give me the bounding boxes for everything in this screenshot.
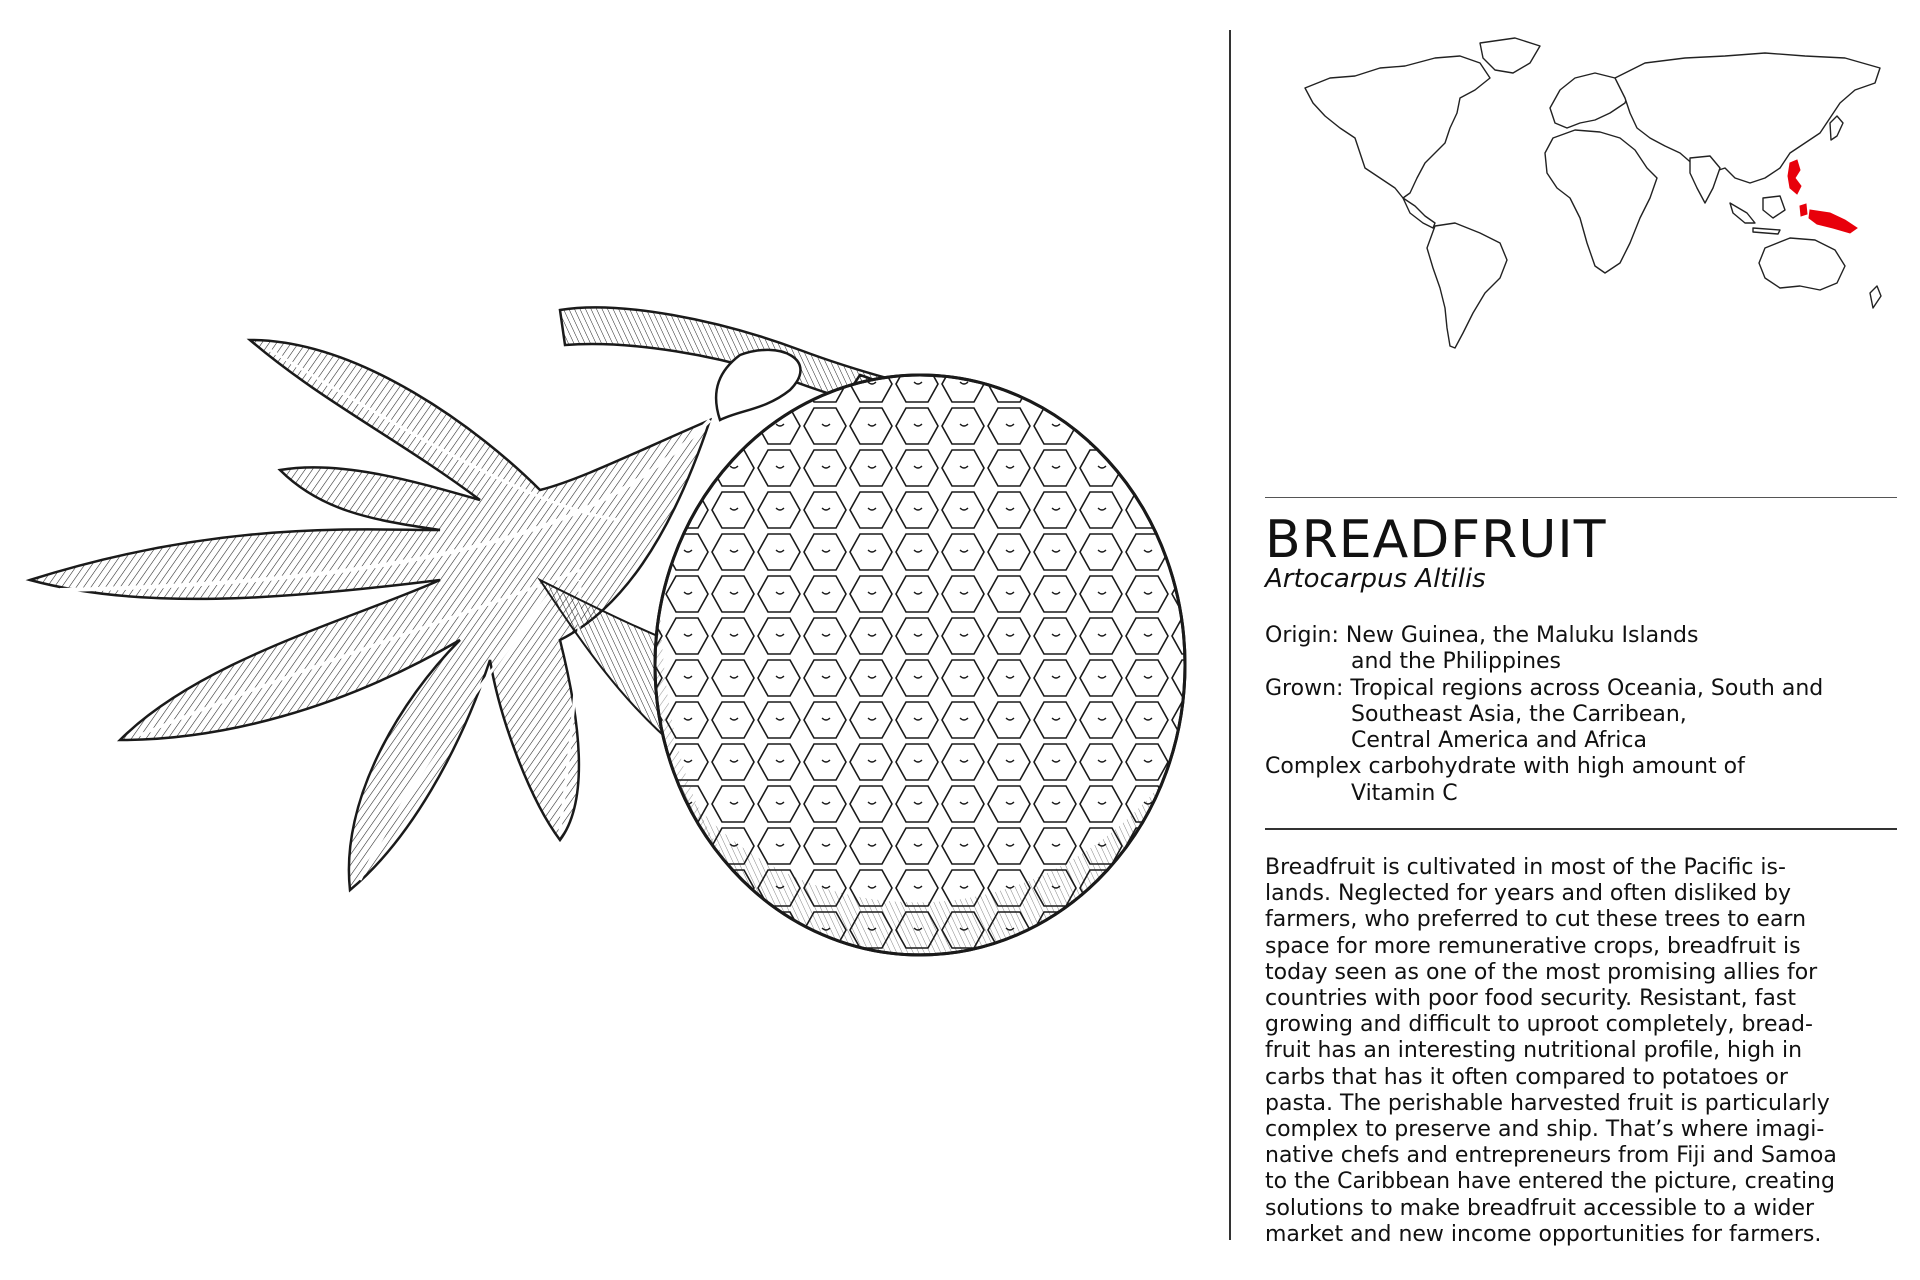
map-sumatra bbox=[1730, 203, 1755, 223]
description-line: pasta. The perishable harvested fruit is particularly bbox=[1265, 1090, 1830, 1116]
breadfruit-illustration bbox=[20, 280, 1210, 1040]
grown-label: Grown: bbox=[1265, 675, 1344, 701]
description-line: to the Caribbean have entered the picture, creating bbox=[1265, 1169, 1835, 1195]
origin-line bbox=[1265, 623, 1905, 649]
description-line: native chefs and entrepreneurs from Fiji and Samoa bbox=[1265, 1143, 1837, 1169]
map-new-guinea-highlight bbox=[1809, 210, 1857, 233]
origin-label: Origin: bbox=[1265, 623, 1339, 648]
map-continents bbox=[1305, 38, 1881, 348]
world-map bbox=[1285, 28, 1900, 363]
description-line: market and new income opportunities for farmers. bbox=[1265, 1221, 1822, 1247]
description-line: space for more remunerative crops, breadfruit is bbox=[1265, 933, 1801, 959]
map-greenland bbox=[1480, 38, 1540, 73]
grown-value-2: Southeast Asia, the Carribean, bbox=[1351, 701, 1687, 727]
map-java bbox=[1753, 228, 1780, 234]
map-new-zealand bbox=[1870, 286, 1881, 308]
origin-value-2: and the Philippines bbox=[1351, 649, 1562, 675]
map-asia bbox=[1615, 53, 1880, 183]
map-philippines-highlight bbox=[1788, 160, 1801, 194]
map-north-america bbox=[1305, 56, 1490, 198]
description-line: solutions to make breadfruit accessible to a wider bbox=[1265, 1195, 1815, 1221]
map-south-america bbox=[1427, 223, 1507, 348]
top-divider bbox=[1265, 497, 1897, 498]
description-line: complex to preserve and ship. That’s where imagi- bbox=[1265, 1117, 1825, 1143]
grown-value-1: Tropical regions across Oceania, South and bbox=[1350, 675, 1824, 701]
leaf bbox=[30, 340, 720, 890]
vertical-divider bbox=[1229, 30, 1231, 1240]
description-line: Breadfruit is cultivated in most of the Pacific is- bbox=[1265, 855, 1786, 880]
map-india bbox=[1690, 156, 1720, 203]
description-line: farmers, who preferred to cut these trees to earn bbox=[1265, 907, 1807, 933]
description-paragraph bbox=[1265, 855, 1915, 1248]
map-africa bbox=[1545, 130, 1657, 273]
description-line: lands. Neglected for years and often disliked by bbox=[1265, 881, 1792, 907]
origin-value-1: New Guinea, the Maluku Islands bbox=[1345, 623, 1699, 648]
nutrition-line-1: Complex carbohydrate with high amount of bbox=[1265, 754, 1745, 780]
map-borneo bbox=[1763, 196, 1785, 218]
description-line: growing and difficult to uproot completely, bread- bbox=[1265, 1012, 1813, 1038]
map-australia bbox=[1759, 238, 1845, 290]
grown-value-3: Central America and Africa bbox=[1351, 728, 1647, 754]
map-japan bbox=[1830, 116, 1843, 140]
grown-line bbox=[1265, 676, 1905, 702]
map-maluku-highlight bbox=[1800, 204, 1807, 216]
fruit bbox=[640, 370, 1200, 980]
description-line: today seen as one of the most promising allies for bbox=[1265, 959, 1818, 985]
page-title: BREADFRUIT bbox=[1265, 510, 1607, 570]
description-line: fruit has an interesting nutritional profile, high in bbox=[1265, 1038, 1803, 1064]
description-line: carbs that has it often compared to potatoes or bbox=[1265, 1064, 1788, 1090]
scientific-name: Artocarpus Altilis bbox=[1265, 564, 1486, 594]
description-line: countries with poor food security. Resistant, fast bbox=[1265, 986, 1796, 1012]
map-central-america bbox=[1403, 198, 1435, 228]
map-highlight bbox=[1788, 160, 1857, 233]
bottom-divider bbox=[1265, 828, 1897, 830]
nutrition-line-2: Vitamin C bbox=[1351, 780, 1458, 806]
facts-block bbox=[1265, 623, 1905, 807]
